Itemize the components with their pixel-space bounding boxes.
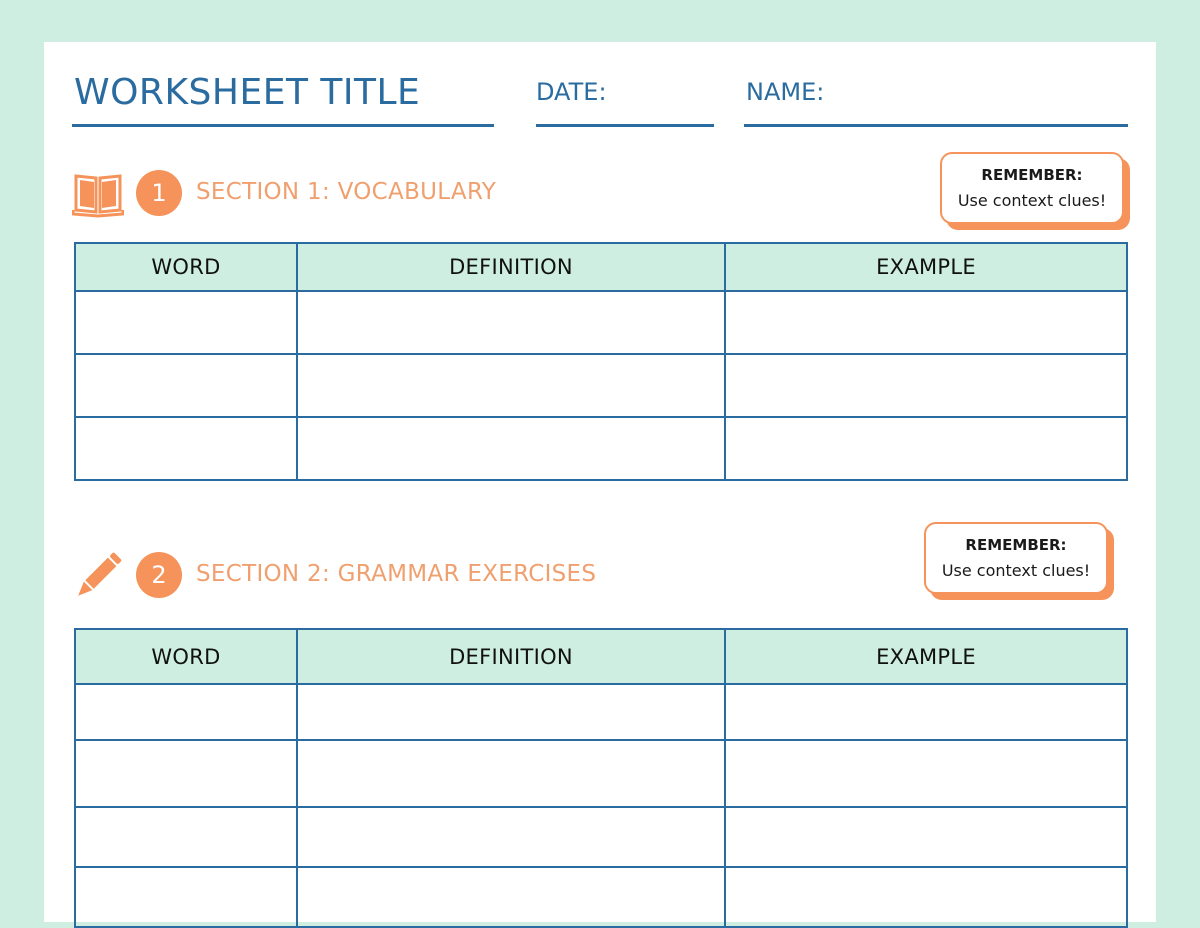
column-header-example: EXAMPLE bbox=[725, 629, 1127, 684]
table-row bbox=[75, 867, 1127, 927]
table-row bbox=[75, 684, 1127, 740]
reminder-text: Use context clues! bbox=[941, 561, 1091, 580]
example-cell[interactable] bbox=[725, 867, 1127, 927]
section-2-title: SECTION 2: GRAMMAR EXERCISES bbox=[196, 561, 597, 587]
column-header-definition: DEFINITION bbox=[297, 629, 725, 684]
example-cell[interactable] bbox=[725, 740, 1127, 807]
word-cell[interactable] bbox=[75, 417, 297, 480]
section-1-number: 1 bbox=[136, 170, 182, 216]
definition-cell[interactable] bbox=[297, 354, 725, 417]
definition-cell[interactable] bbox=[297, 867, 725, 927]
section-1-title: SECTION 1: VOCABULARY bbox=[196, 179, 497, 205]
date-field-line[interactable] bbox=[536, 124, 714, 127]
word-cell[interactable] bbox=[75, 354, 297, 417]
definition-cell[interactable] bbox=[297, 740, 725, 807]
grammar-table bbox=[74, 628, 1128, 928]
definition-cell[interactable] bbox=[297, 684, 725, 740]
definition-cell[interactable] bbox=[297, 417, 725, 480]
date-label: DATE: bbox=[536, 78, 607, 106]
reminder-box-1 bbox=[940, 152, 1124, 224]
book-icon bbox=[72, 170, 124, 222]
reminder-heading: REMEMBER: bbox=[981, 166, 1083, 184]
reminder-box-2 bbox=[924, 522, 1108, 594]
column-header-word: WORD bbox=[75, 629, 297, 684]
title-underline bbox=[72, 124, 494, 127]
definition-cell[interactable] bbox=[297, 807, 725, 867]
example-cell[interactable] bbox=[725, 684, 1127, 740]
column-header-word: WORD bbox=[75, 243, 297, 291]
name-field-line[interactable] bbox=[744, 124, 1128, 127]
reminder-heading: REMEMBER: bbox=[965, 536, 1067, 554]
section-2-number: 2 bbox=[136, 552, 182, 598]
word-cell[interactable] bbox=[75, 291, 297, 354]
reminder-text: Use context clues! bbox=[957, 191, 1107, 210]
worksheet-page bbox=[44, 42, 1156, 922]
worksheet-title: WORKSHEET TITLE bbox=[74, 72, 421, 113]
table-row bbox=[75, 417, 1127, 480]
word-cell[interactable] bbox=[75, 740, 297, 807]
pencil-icon bbox=[72, 550, 124, 606]
table-row bbox=[75, 740, 1127, 807]
vocabulary-table bbox=[74, 242, 1128, 481]
example-cell[interactable] bbox=[725, 417, 1127, 480]
example-cell[interactable] bbox=[725, 354, 1127, 417]
column-header-example: EXAMPLE bbox=[725, 243, 1127, 291]
definition-cell[interactable] bbox=[297, 291, 725, 354]
column-header-definition: DEFINITION bbox=[297, 243, 725, 291]
word-cell[interactable] bbox=[75, 807, 297, 867]
table-row bbox=[75, 354, 1127, 417]
example-cell[interactable] bbox=[725, 291, 1127, 354]
example-cell[interactable] bbox=[725, 807, 1127, 867]
word-cell[interactable] bbox=[75, 684, 297, 740]
name-label: NAME: bbox=[746, 78, 825, 106]
table-row bbox=[75, 807, 1127, 867]
word-cell[interactable] bbox=[75, 867, 297, 927]
table-row bbox=[75, 291, 1127, 354]
